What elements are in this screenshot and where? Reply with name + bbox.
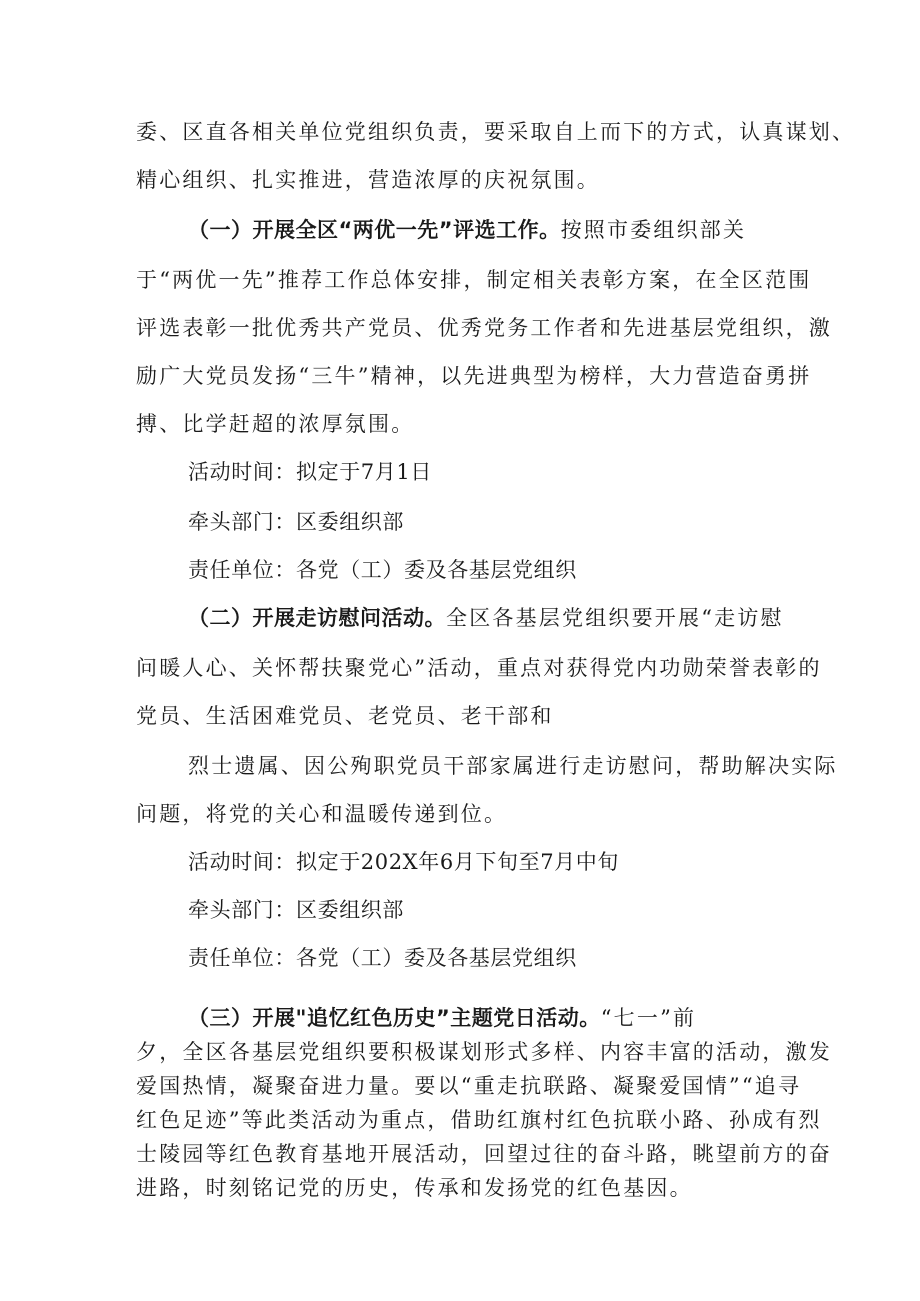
intro-line-2: 精心组织、扎实推进，营造浓厚的庆祝氛围。 [136,168,600,192]
section-1-heading: （一）开展全区“两优一先”评选工作。 [188,218,561,242]
section-1-lead: 牵头部门：区委组织部 [188,510,404,534]
section-2-resp: 责任单位：各党（工）委及各基层党组织 [188,946,577,970]
intro-line-1: 委、区直各相关单位党组织负责，要采取自上而下的方式，认真谋划、 [136,120,856,144]
section-1-resp: 责任单位：各党（工）委及各基层党组织 [188,558,577,582]
section-2-heading: （二）开展走访慰问活动。 [188,606,446,630]
section-1-first-line [188,216,746,244]
section-3-body-line: 士陵园等红色教育基地开展活动，回望过往的奋斗路，眺望前方的奋 [136,1142,832,1166]
section-1-body-line: 于“两优一先”推荐工作总体安排，制定相关表彰方案，在全区范围 [136,268,812,292]
section-3-body-line: 夕，全区各基层党组织要积极谋划形式多样、内容丰富的活动，激发 [136,1040,832,1064]
section-3-body-first: “七一”前 [600,1006,697,1030]
section-1-body-line: 搏、比学赶超的浓厚氛围。 [136,412,415,436]
section-3-heading: （三）开展"追忆红色历史”主题党日活动。 [188,1006,601,1030]
section-1-time: 活动时间：拟定于7月1日 [188,460,432,484]
section-2-body-line: 烈士遗属、因公殉职党员干部家属进行走访慰问，帮助解决实际 [188,754,838,778]
section-3-body-line: 红色足迹”等此类活动为重点，借助红旗村红色抗联小路、孙成有烈 [136,1108,822,1132]
section-2-first-line [188,604,784,632]
section-1-body-line: 励广大党员发扬“三牛”精神，以先进典型为榜样，大力营造奋勇拼 [136,364,812,388]
section-2-body-first: 全区各基层党组织要开展“走访慰 [446,606,784,630]
section-2-time: 活动时间：拟定于202X年6月下旬至7月中旬 [188,850,619,874]
section-3-body-line: 爱国热情，凝聚奋进力量。要以“重走抗联路、凝聚爱国情”“追寻 [136,1074,802,1098]
section-3-body-line: 进路，时刻铭记党的历史，传承和发扬党的红色基因。 [136,1176,693,1200]
section-3-first-line [188,1004,696,1032]
section-1-body-first: 按照市委组织部关 [560,218,747,242]
section-2-body-line: 问暖人心、关怀帮扶聚党心”活动，重点对获得党内功勋荣誉表彰的 [136,656,822,680]
section-2-lead: 牵头部门：区委组织部 [188,898,404,922]
section-2-body-line: 问题，将党的关心和温暖传递到位。 [136,802,508,826]
section-1-body-line: 评选表彰一批优秀共产党员、优秀党务工作者和先进基层党组织，激 [136,316,832,340]
section-2-body-line: 党员、生活困难党员、老党员、老干部和 [136,704,554,728]
